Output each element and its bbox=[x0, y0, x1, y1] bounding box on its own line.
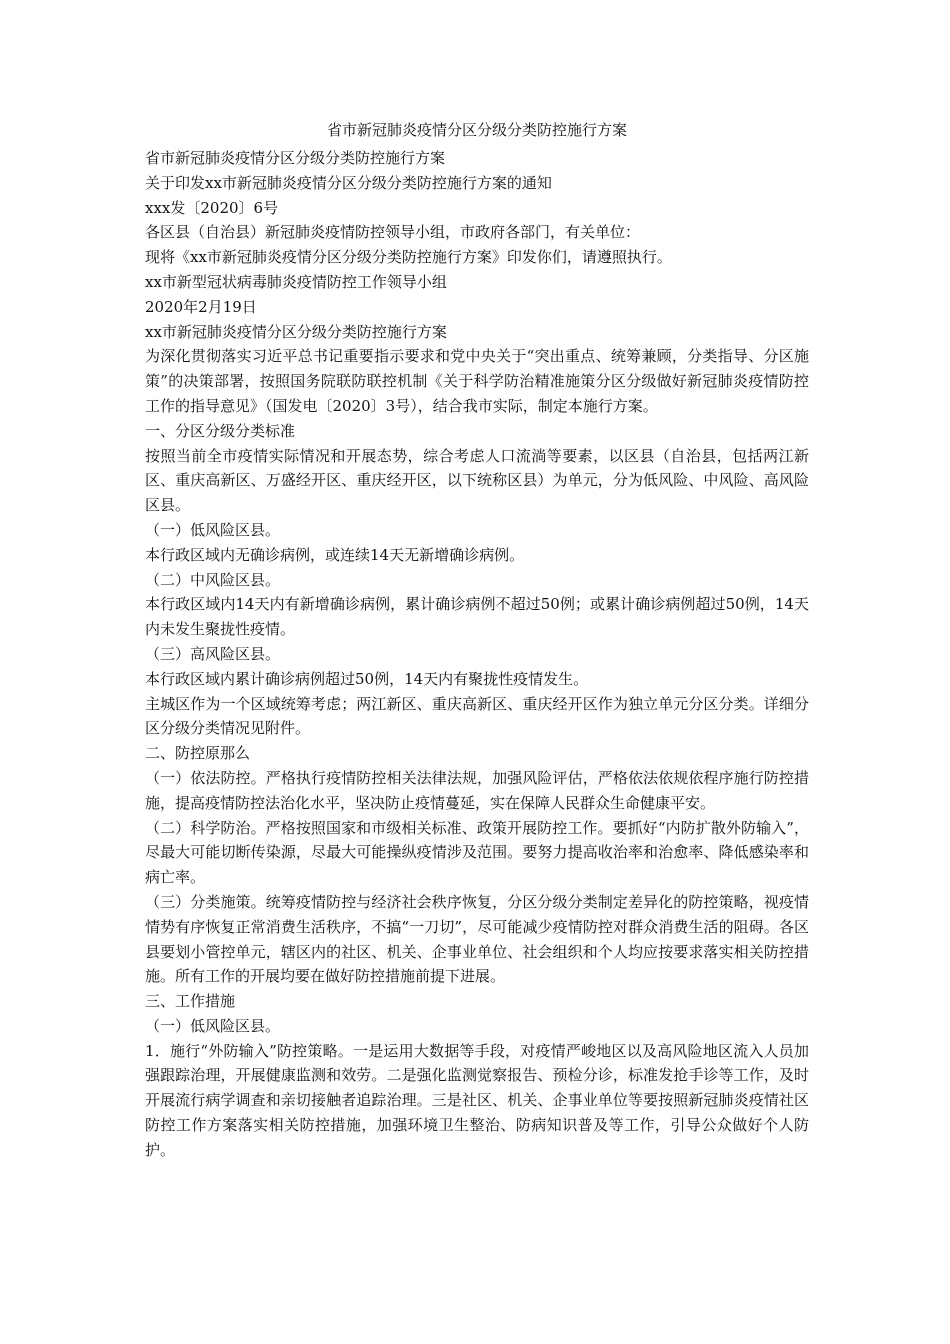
paragraph: xxx发〔2020〕6号 bbox=[145, 198, 279, 217]
document-page bbox=[145, 120, 809, 1163]
paragraph: 二、防控原那么 bbox=[145, 744, 251, 763]
paragraph: 为深化贯彻落实习近平总书记重要指示要求和党中央关于“突出重点、统筹兼顾，分类指导、分区施策”的决策部署，按照国务院联防联控机制《关于科学防治精准施策分区分级做好新冠肺炎疫情防控工作的指导意见》（国发电〔2020〕3号），结合我市实际，制定本施行方案。 bbox=[145, 347, 809, 415]
paragraph: 省市新冠肺炎疫情分区分级分类防控施行方案 bbox=[145, 149, 446, 167]
paragraph: 主城区作为一个区域统筹考虑；两江新区、重庆高新区、重庆经开区作为独立单元分区分类。详细分区分级分类情况见附件。 bbox=[145, 694, 809, 738]
paragraph: 关于印发xx市新冠肺炎疫情分区分级分类防控施行方案的通知 bbox=[145, 173, 552, 192]
paragraph: （二）中风险区县。 bbox=[145, 570, 281, 589]
paragraph: 三、工作措施 bbox=[145, 992, 236, 1011]
paragraph: （三）分类施策。统筹疫情防控与经济社会秩序恢复，分区分级分类制定差异化的防控策略，视疫情情势有序恢复正常消费生活秩序，不搞“一刀切”，尽可能减少疫情防控对群众消费生活的阻碍。各区县要划小管控单元，辖区内的社区、机关、企事业单位、社会组织和个人均应按要求落实相关防控措施。所有工作的开展均要在做好防控措施前提下进展。 bbox=[145, 892, 809, 986]
paragraph: （三）高风险区县。 bbox=[145, 644, 281, 663]
paragraph: （一）低风险区县。 bbox=[145, 1016, 281, 1035]
paragraph: 各区县（自治县）新冠肺炎疫情防控领导小组，市政府各部门，有关单位： bbox=[145, 223, 641, 242]
paragraph: 现将《xx市新冠肺炎疫情分区分级分类防控施行方案》印发你们，请遵照执行。 bbox=[145, 248, 672, 267]
paragraph: （一）低风险区县。 bbox=[145, 520, 281, 539]
paragraph: 2020年2月19日 bbox=[145, 297, 257, 316]
paragraph: 一、分区分级分类标准 bbox=[145, 421, 296, 440]
paragraph: 按照当前全市疫情实际情况和开展态势，综合考虑人口流淌等要素，以区县（自治县，包括两江新区、重庆高新区、万盛经开区、重庆经开区，以下统称区县）为单元，分为低风险、中风险、高风险区县。 bbox=[145, 446, 809, 515]
paragraph: xx市新冠肺炎疫情分区分级分类防控施行方案 bbox=[145, 322, 447, 341]
paragraph: （一）依法防控。严格执行疫情防控相关法律法规，加强风险评估，严格依法依规依程序施行防控措施，提高疫情防控法治化水平，坚决防止疫情蔓延，实在保障人民群众生命健康平安。 bbox=[145, 768, 809, 812]
paragraph: 1．施行“外防输入”防控策略。一是运用大数据等手段，对疫情严峻地区以及高风险地区流入人员加强跟踪治理，开展健康监测和效劳。二是强化监测觉察报告、预检分诊，标准发抢手诊等工作，及时开展流行病学调查和亲切接触者追踪治理。三是社区、机关、企事业单位等要按照新冠肺炎疫情社区防控工作方案落实相关防控措施，加强环境卫生整治、防病知识普及等工作，引导公众做好个人防护。 bbox=[145, 1041, 809, 1159]
paragraph: 本行政区域内14天内有新增确诊病例，累计确诊病例不超过50例；或累计确诊病例超过50例，14天内未发生聚拢性疫情。 bbox=[145, 595, 809, 639]
paragraph: xx市新型冠状病毒肺炎疫情防控工作领导小组 bbox=[145, 272, 447, 291]
paragraph: 本行政区域内累计确诊病例超过50例，14天内有聚拢性疫情发生。 bbox=[145, 669, 589, 688]
paragraph: 本行政区域内无确诊病例，或连续14天无新增确诊病例。 bbox=[145, 545, 525, 564]
document-title: 省市新冠肺炎疫情分区分级分类防控施行方案 bbox=[326, 121, 627, 139]
paragraph: （二）科学防治。严格按照国家和市级相关标准、政策开展防控工作。要抓好“内防扩散外防输入”，尽最大可能切断传染源，尽最大可能操纵疫情涉及范围。要努力提高收治率和治愈率、降低感染率和病亡率。 bbox=[145, 818, 809, 887]
